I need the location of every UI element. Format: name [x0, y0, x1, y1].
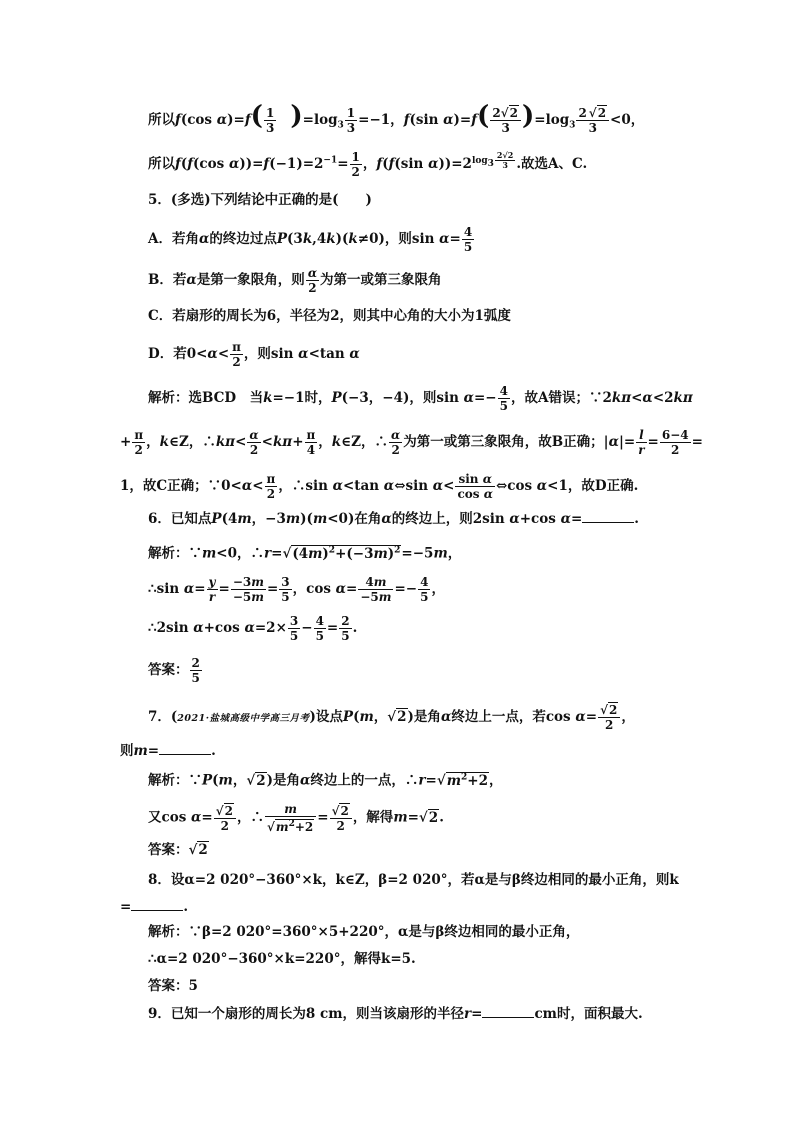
question-7-answer: 答案：√2 — [148, 842, 208, 858]
question-5-option-c: C．若扇形的周长为6，半径为2，则其中心角的大小为1弧度 — [148, 308, 511, 324]
answer-blank — [131, 896, 183, 911]
question-7-solution-2: 又cos α= $\frac{√2}{2}$ ，∴ $\frac{m}{√m^2+2}$ = $\frac{√2}{2}$ ，解得m=√2. — [148, 802, 444, 834]
question-5: 5．(多选)下列结论中正确的是( ) — [148, 192, 372, 208]
question-6-solution-1: 解析：∵m<0，$\therefore r=√(4m)^2+(-3m)^2=-5m$， — [148, 545, 462, 562]
question-7-solution-1: 解析：∵P(m，√2)是角α终边上的一点，$\therefore r=√m^2+2$， — [148, 772, 503, 789]
question-8-solution-1: 解析：∵β=2 020°=360°×5+220°，α是与β终边相同的最小正角， — [148, 924, 580, 940]
question-7-line-2: 则m= . — [120, 740, 216, 761]
question-5-solution-2: + $\frac{\pi}{2}$ ，k∈Z，∴kπ< $\frac{\alpha}{2}$ <kπ+ $\frac{\pi}{4}$ ，k∈Z，∴ $\frac{\alpha}{2}$ 为第一或第三象限角，故B正确；|α|= $\frac{l}{r}$ = $\frac{6-4}{2}$ = — [120, 428, 703, 457]
answer-blank — [159, 740, 211, 755]
question-8: 8．设α=2 020°−360°×k，k∈Z，β=2 020°，若α是与β终边相同的最小正角，则k — [148, 872, 679, 888]
line-2: 所以f(f(cos $\alpha))=f(-1)=2^{-1}=$ $\frac{1}{2}$ ，f(f(sin $\alpha))=2^{log_3 \frac{2√2}{3}}$ .故选A、C. — [148, 149, 588, 179]
question-6-solution-3: ∴2sin α+cos α=2× $\frac{3}{5}$ − $\frac{4}{5}$ = $\frac{2}{5}$ . — [148, 614, 358, 643]
answer-blank — [482, 1003, 534, 1018]
question-6: 6．已知点P(4m，−3m)(m<0)在角α的终边上，则2sin α+cos α= . — [148, 508, 639, 529]
question-9: 9．已知一个扇形的周长为8 cm，则当该扇形的半径r= cm时，面积最大. — [148, 1003, 643, 1024]
question-7-source: 2021·盐城高级中学高三月考 — [177, 713, 310, 724]
question-8-solution-2: ∴α=2 020°−360°×k=220°，解得k=5. — [148, 951, 416, 967]
question-5-option-d: D．若0<α< $\frac{\pi}{2}$ ，则sin α<tan α — [148, 340, 360, 369]
question-5-solution-3: 1，故C正确；∵0<α< $\frac{\pi}{2}$ ，∴sin α<tan α⇔sin α< $\frac{\text{sin α}}{\text{cos α}}$ ⇔cos α<1，故D正确. — [120, 472, 639, 501]
question-5-option-a: A．若角α的终边过点P(3k,4k)(k≠0)，则sin α= $\frac{4}{5}$ — [148, 225, 473, 254]
question-6-answer: 答案： $\frac{2}{5}$ — [148, 656, 200, 685]
question-8-answer: 答案：5 — [148, 978, 198, 994]
line-1: 所以f(cos α)=f( $\frac{1}{3}$ )$=\log_3$ $\frac{1}{3}$ =−1，f(sin α)=f( $\frac{2√2}{3}$ )$=\log_3$ $\frac{2 √2}{3}$ <0， — [148, 101, 645, 135]
question-5-solution-1: 解析：选BCD 当k=−1时，P(−3，−4)，则sin α=− $\frac{4}{5}$ ，故A错误；∵2kπ<α<2kπ — [148, 384, 693, 413]
question-7: 7．(2021·盐城高级中学高三月考)设点P(m，√2)是角α终边上一点，若cos α= $\frac{√2}{2}$ ， — [148, 703, 635, 732]
answer-blank — [582, 508, 634, 523]
question-8-line-2: = . — [120, 896, 188, 917]
question-5-option-b: B．若α是第一象限角，则 $\frac{\alpha}{2}$ 为第一或第三象限角 — [148, 266, 442, 295]
question-6-solution-2: ∴sin α= $\frac{y}{r}$ = $\frac{-3m}{-5m}$ = $\frac{3}{5}$ ，cos α= $\frac{4m}{-5m}$ =− $\frac{4}{5}$ ， — [148, 575, 445, 604]
